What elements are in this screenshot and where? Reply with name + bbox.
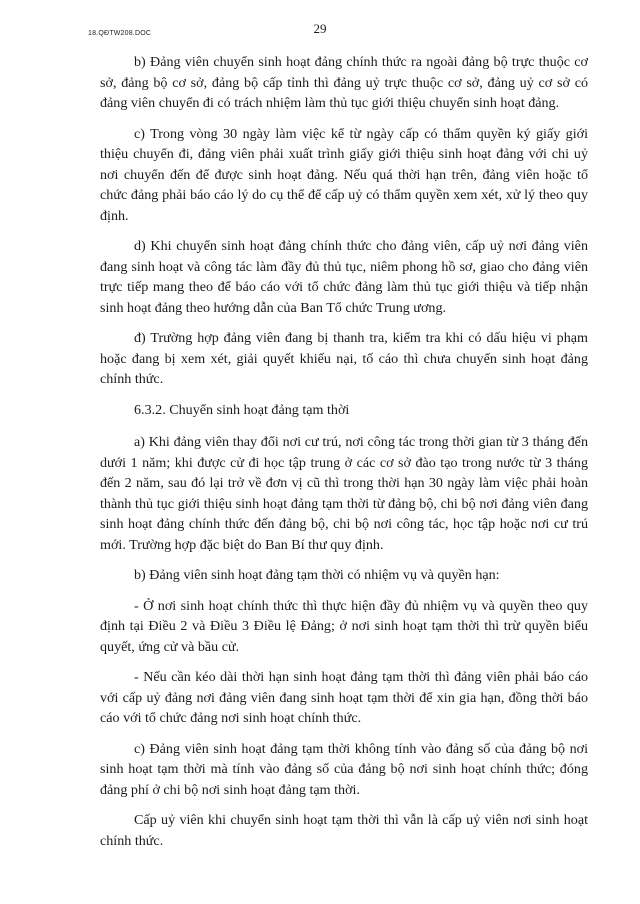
document-body: [100, 52, 588, 861]
paragraph-duty-official: - Ở nơi sinh hoạt chính thức thì thực hiện đầy đủ nhiệm vụ và quyền theo quy định tại Điều 2 và Điều 3 Điều lệ Đảng; ở nơi sinh hoạt tạm thời thì trừ quyền biểu quyết, ứng cử và bầu cử.: [100, 597, 588, 655]
paragraph-a-temporary: a) Khi đảng viên thay đổi nơi cư trú, nơi công tác trong thời gian từ 3 tháng đến dưới 1 năm; khi được cử đi học tập trung ở các cơ sở đào tạo trong nước từ 3 tháng đến 2 năm, sau đó lại trở về đơn vị cũ thì trong thời hạn 30 ngày làm việc phải hoàn thành thủ tục giới thiệu sinh hoạt đảng tạm thời từ đảng bộ, chi bộ nơi đảng viên đang sinh hoạt đảng chính thức đến đảng bộ, chi bộ nơi công tác, học tập hoặc nơi cư trú mới. Trường hợp đặc biệt do Ban Bí thư quy định.: [100, 434, 588, 553]
file-code: 18.QĐTW208.DOC: [88, 30, 152, 37]
paragraph-d-procedure: d) Khi chuyển sinh hoạt đảng chính thức cho đảng viên, cấp uỷ nơi đảng viên đang sinh hoạt và công tác làm đầy đủ thủ tục, niêm phong hồ sơ, giao cho đảng viên trực tiếp mang theo để báo cáo với tổ chức đảng làm thủ tục giới thiệu và tiếp nhận sinh hoạt đảng theo hướng dẫn của Ban Tổ chức Trung ương.: [100, 238, 588, 316]
paragraph-committee-member: Cấp uỷ viên khi chuyển sinh hoạt tạm thời thì vẫn là cấp uỷ viên nơi sinh hoạt chính thức.: [100, 812, 588, 849]
section-heading-6-3-2: 6.3.2. Chuyển sinh hoạt đảng tạm thời: [134, 401, 350, 418]
paragraph-c-30-days: c) Trong vòng 30 ngày làm việc kể từ ngày cấp có thẩm quyền ký giấy giới thiệu chuyển đi, đảng viên phải xuất trình giấy giới thiệu sinh hoạt đảng với chi uỷ nơi chuyển đến để được sinh hoạt đảng. Nếu quá thời hạn trên, đảng viên hoặc tổ chức đảng phải báo cáo lý do cụ thể để cấp uỷ có thẩm quyền xem xét, xử lý theo quy định.: [100, 125, 588, 224]
page-number: 29: [313, 21, 327, 36]
paragraph-b-duties: b) Đảng viên sinh hoạt đảng tạm thời có nhiệm vụ và quyền hạn:: [134, 567, 500, 583]
paragraph-c-membership-count: c) Đảng viên sinh hoạt đảng tạm thời không tính vào đảng số của đảng bộ nơi sinh hoạt tạm thời mà tính vào đảng số của đảng bộ nơi sinh hoạt chính thức; đóng đảng phí ở chi bộ nơi sinh hoạt đảng tạm thời.: [100, 740, 588, 798]
paragraph-b-transfer-outside: b) Đảng viên chuyển sinh hoạt đảng chính thức ra ngoài đảng bộ trực thuộc cơ sở, đảng bộ cơ sở, đảng bộ cấp tỉnh thì đảng uỷ trực thuộc cơ sở, đảng uỷ cơ sở có đảng viên chuyển đi có trách nhiệm làm thủ tục giới thiệu chuyển sinh hoạt đảng.: [100, 54, 588, 111]
paragraph-duty-extension: - Nếu cần kéo dài thời hạn sinh hoạt đảng tạm thời thì đảng viên phải báo cáo với cấp uỷ đảng nơi đảng viên đang sinh hoạt tạm thời để xin gia hạn, đồng thời báo cáo với tổ chức đảng nơi sinh hoạt chính thức.: [100, 669, 588, 726]
paragraph-dd-under-inspection: đ) Trường hợp đảng viên đang bị thanh tra, kiểm tra khi có dấu hiệu vi phạm hoặc đang bị xem xét, giải quyết khiếu nại, tố cáo thì chưa chuyển sinh hoạt đảng chính thức.: [100, 330, 588, 387]
